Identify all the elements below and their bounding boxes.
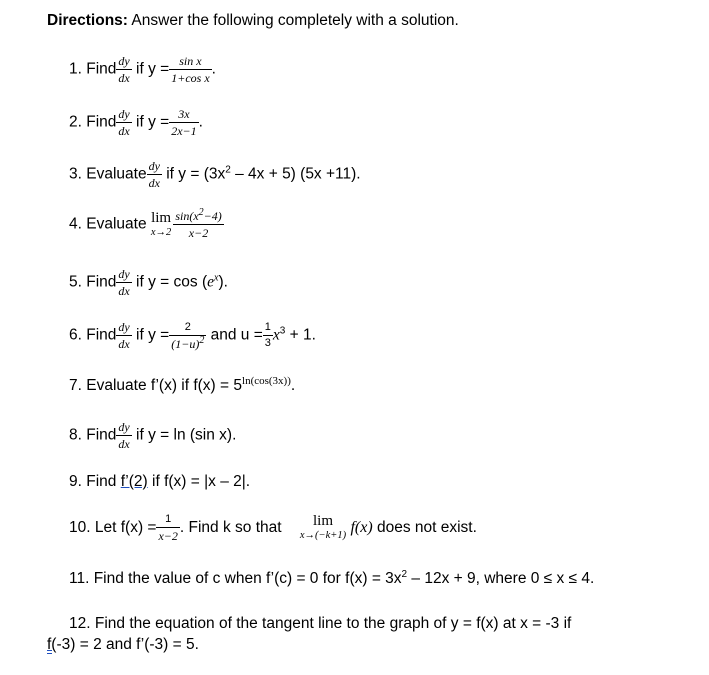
dy-dx-fraction: $\frac{dy}{dx}$ [118, 420, 130, 451]
dy-dx-fraction: $\frac{dy}{dx}$ [118, 320, 130, 351]
question-number: 1. [69, 60, 82, 78]
question-number: 7. [69, 377, 82, 394]
limit-fraction: $\frac{\sin(x^2-4)}{x-2}$ [175, 207, 222, 240]
question-lead: Evaluate [86, 215, 147, 233]
question-number: 12. [69, 615, 91, 632]
question-3: 3. Evaluate $\frac{dy}{dx}$ if $y = (3x^2 - 4x + 5)$ (5x +11). [69, 159, 361, 190]
directions-line [47, 12, 459, 30]
question-lead: Find [86, 113, 117, 131]
question-number: 2. [69, 113, 82, 131]
coefficient-fraction: $\frac{1}{3}$ [264, 321, 271, 349]
question-6: 6. Find $\frac{dy}{dx}$ if y = $\frac{2}{(1-u)^2}$ and u = $\frac{1}{3}$ $x^3 + 1$. [69, 320, 316, 351]
question-lead: Find [86, 273, 117, 291]
condition-text: if y = [136, 113, 170, 131]
condition-text: if y = [136, 60, 170, 78]
question-12: 12. Find the equation of the tangent line to the graph of y = f(x) at x = -3 if [69, 615, 572, 632]
function-fraction: $\frac{3x}{2x-1}$ [171, 107, 197, 138]
directions-label: Directions: [47, 12, 128, 29]
question-10: 10. Let f(x) = $\frac{1}{x-2}$ . Find k so that lim x→(−k+1) f(x) does not exist. [69, 513, 477, 543]
dy-dx-fraction: $\frac{dy}{dx}$ [118, 54, 130, 85]
question-lead: Find [86, 326, 117, 344]
question-9: 9. Find f’(2) if f(x) = |x – 2|. [69, 473, 251, 490]
function-fraction: $\frac{2}{(1-u)^2}$ [171, 320, 205, 351]
question-number: 3. [69, 165, 82, 183]
question-1: 1. Find $\frac{dy}{dx}$ if y = $\frac{\text{sin x}}{\text{1+cos x}}$ . [69, 54, 216, 85]
question-12-continued: f(-3) = 2 and f’(-3) = 5. [47, 636, 199, 653]
directions-text: Answer the following completely with a solution. [127, 12, 459, 29]
dy-dx-fraction: $\frac{dy}{dx}$ [118, 267, 130, 298]
limit-operator: lim x→2 [150, 209, 172, 238]
question-11: 11. Find the value of c when f’(c) = 0 for $f(x) = 3x^2 - 12x + 9$, where 0 ≤ x ≤ 4. [69, 568, 595, 587]
question-number: 8. [69, 426, 82, 444]
question-number: 11. [69, 570, 90, 587]
question-lead: Find [86, 60, 117, 78]
question-number: 6. [69, 326, 82, 344]
dy-dx-fraction: $\frac{dy}{dx}$ [118, 107, 130, 138]
function-fraction: $\frac{1}{x-2}$ [158, 513, 178, 543]
dy-dx-fraction: $\frac{dy}{dx}$ [148, 159, 160, 190]
question-lead: Evaluate [86, 165, 147, 183]
question-lead: Find [86, 426, 117, 444]
function-fraction: $\frac{\text{sin x}}{\text{1+cos x}}$ [171, 54, 210, 85]
limit-operator: lim x→(−k+1) [299, 513, 347, 542]
question-number: 10. [69, 519, 91, 537]
question-number: 5. [69, 273, 82, 291]
question-2: 2. Find $\frac{dy}{dx}$ if y = $\frac{3x}{2x-1}$ . [69, 107, 203, 138]
question-number: 4. [69, 215, 82, 233]
question-7: 7. Evaluate f’(x) if $f(x) = 5^{ln(cos(3x))}$. [69, 374, 296, 394]
question-5: 5. Find $\frac{dy}{dx}$ if $y = \cos (e^x)$. [69, 267, 228, 298]
question-number: 9. [69, 473, 82, 490]
question-4 [69, 207, 224, 240]
question-8: 8. Find $\frac{dy}{dx}$ if y = ln (sin x). [69, 420, 237, 451]
